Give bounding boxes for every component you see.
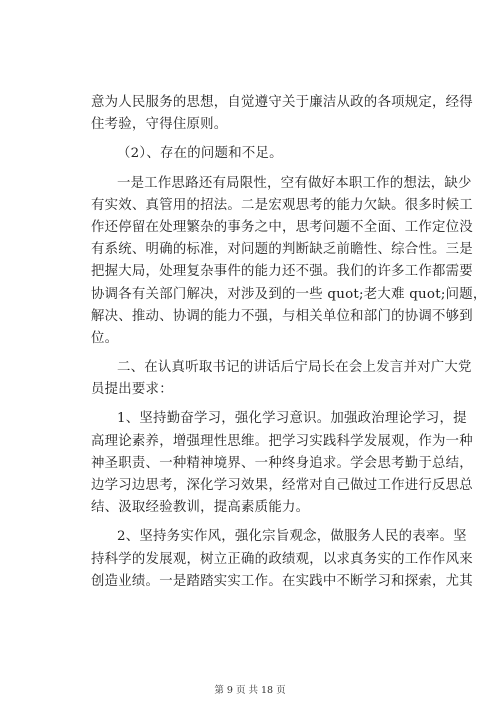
- paragraph: [91, 408, 473, 519]
- text-line: 把握大局，处理复杂事件的能力还不强。我们的许多工作都需要: [91, 264, 473, 280]
- text-line: 高理论素养，增强理性思维。把学习实践科学发展观，作为一种: [91, 433, 473, 449]
- text-line: 有系统、明确的标准，对问题的判断缺乏前瞻性、综合性。三是: [91, 242, 473, 258]
- paragraph: [91, 143, 421, 165]
- text-line: 一是工作思路还有局限性，空有做好本职工作的想法，缺少: [117, 175, 472, 191]
- paragraph: [91, 526, 473, 593]
- text-line: 员提出要求：: [91, 382, 173, 398]
- text-line: 作还停留在处理繁杂的事务之中，思考问题不全面、工作定位没: [91, 219, 473, 235]
- text-line: 创造业绩。一是踏踏实实工作。在实践中不断学习和探索，尤其: [91, 573, 473, 589]
- text-line: 二、在认真听取书记的讲话后宁局长在会上发言并对广大党: [117, 360, 472, 376]
- text-line: 边学习边思考，深化学习效果，经常对自己做过工作进行反思总: [91, 478, 473, 493]
- text-line: 结、汲取经验教训，提高素质能力。: [91, 500, 310, 516]
- document-body: [91, 92, 487, 593]
- text-line: 协调各有关部门解决，对涉及到的一些 quot;老大难 quot;问题，: [91, 286, 487, 302]
- text-line: （2）、存在的问题和不足。: [117, 146, 283, 162]
- paragraph: [91, 92, 473, 136]
- text-line: 持科学的发展观，树立正确的政绩观，以求真务实的工作作风来: [91, 551, 473, 567]
- text-line: 解决、推动、协调的能力不强，与相关单位和部门的协调不够到: [91, 308, 473, 324]
- text-line: 住考验，守得住原则。: [91, 117, 228, 133]
- text-line: 2、坚持务实作风，强化宗旨观念，做服务人民的表率。坚: [117, 529, 467, 545]
- text-line: 位。: [91, 330, 119, 346]
- text-line: 1、坚持勤奋学习，强化学习意识。加强政治理论学习，提: [117, 411, 467, 427]
- page-footer: 第 9 页 共 18 页: [214, 685, 286, 696]
- text-line: 意为人民服务的思想，自觉遵守关于廉洁从政的各项规定，经得: [91, 95, 473, 110]
- paragraph: [91, 173, 487, 351]
- text-line: 神圣职责、一种精神境界、一种终身追求。学会思考勤于总结，: [91, 455, 473, 471]
- paragraph: [91, 357, 472, 401]
- text-line: 有实效、真管用的招法。二是宏观思考的能力欠缺。很多时候工: [91, 197, 473, 213]
